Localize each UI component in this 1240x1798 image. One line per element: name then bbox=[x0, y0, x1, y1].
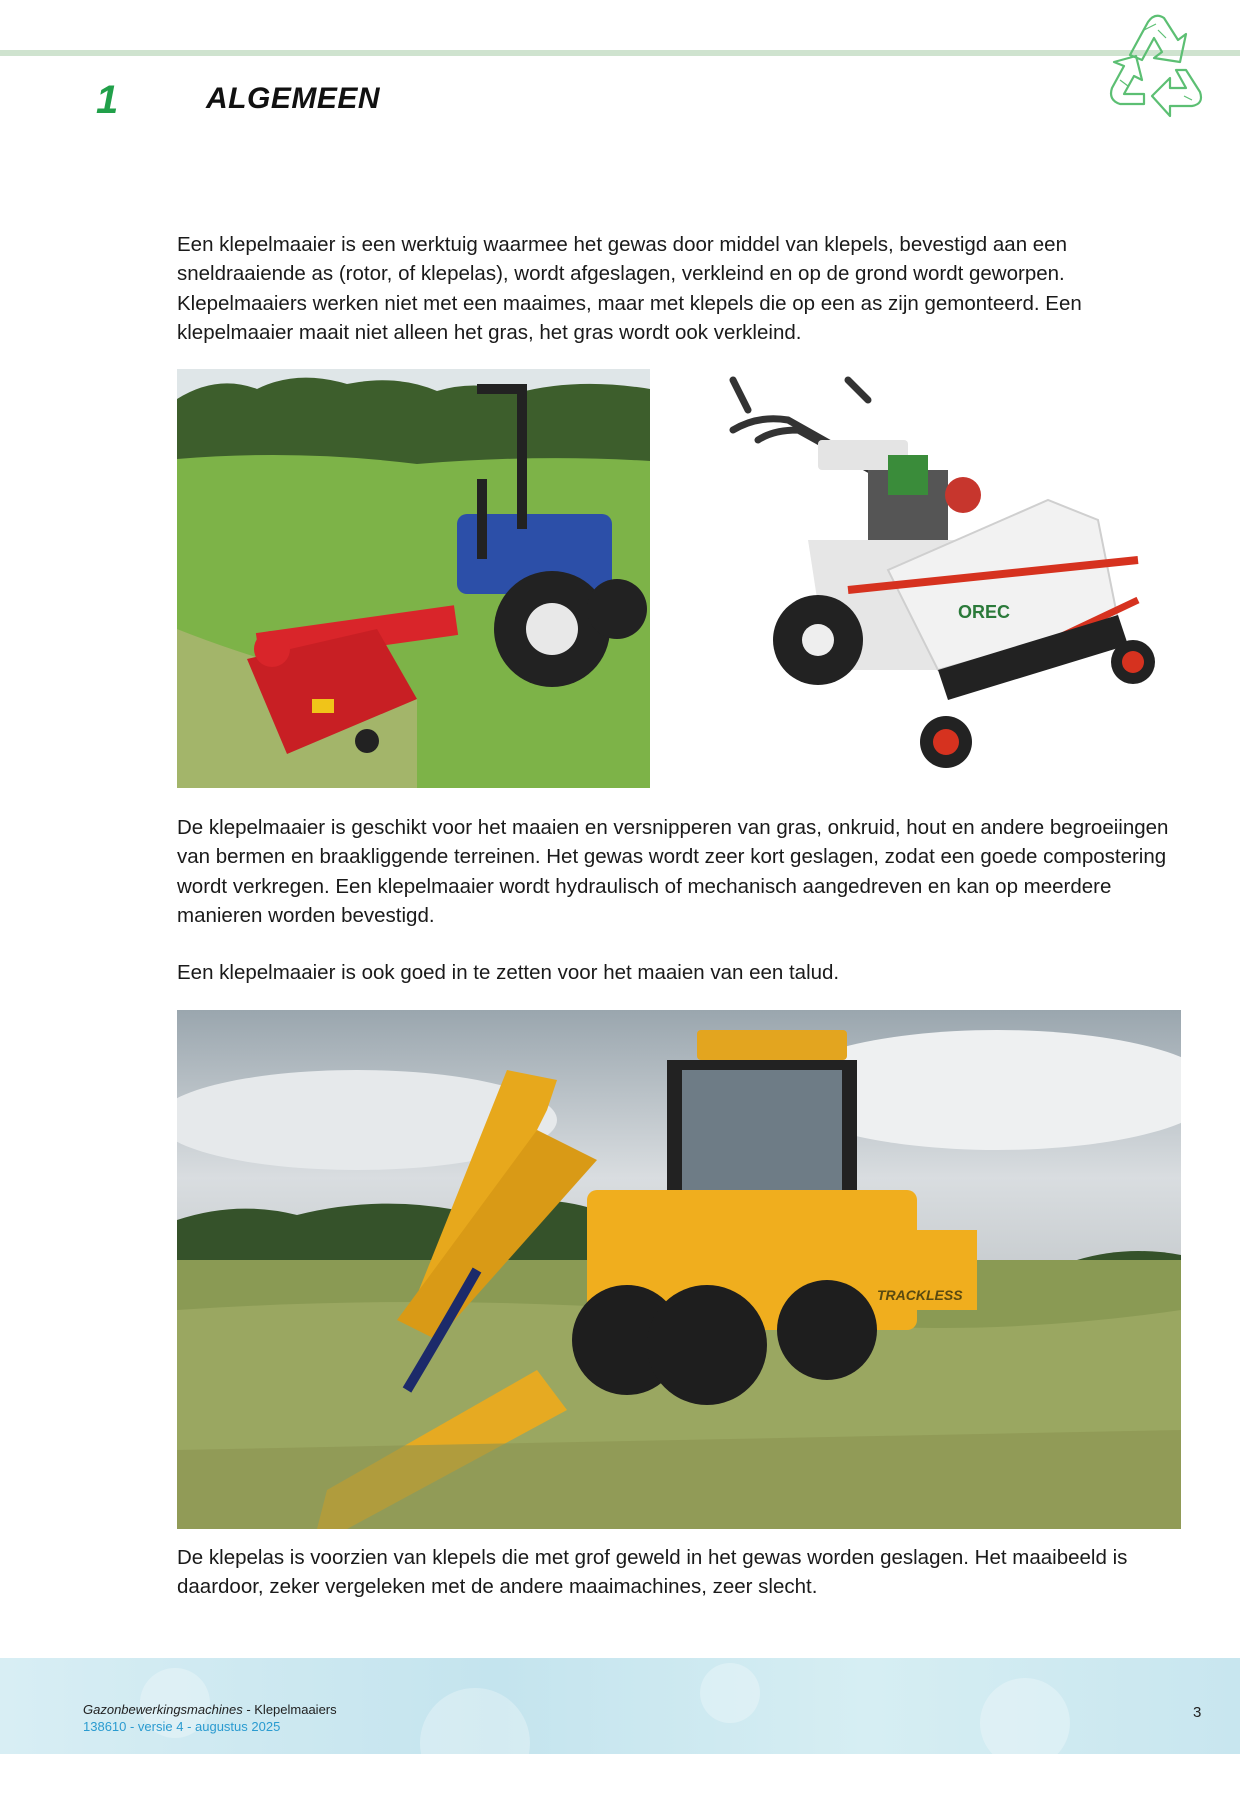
footer-title-sub: - Klepelmaaiers bbox=[242, 1702, 337, 1717]
trackless-label: TRACKLESS bbox=[877, 1287, 963, 1303]
chapter-number: 1 bbox=[96, 78, 119, 122]
paragraph-intro: Een klepelmaaier is een werktuig waarmee het gewas door middel van klepels, bevestigd aan een sneldraaiende as (rotor, of klepelas), wordt afgeslagen, verkleind en op de grond wordt geworpen. Klepelmaaiers werken niet met een maaimes, maar met klepels die op een as zijn gemonteerd. Een klepelmaaier maait niet alleen het gras, het gras wordt ook verkleind. bbox=[177, 233, 1082, 344]
footer-doc-code: 138610 - versie 4 - augustus 2025 bbox=[83, 1719, 281, 1734]
recycle-icon bbox=[1100, 0, 1220, 118]
page-number: 3 bbox=[1193, 1704, 1202, 1721]
footer-doc-title bbox=[83, 1702, 337, 1717]
orec-label: OREC bbox=[958, 602, 1011, 622]
paragraph-usage: De klepelmaaier is geschikt voor het maaien en versnipperen van gras, onkruid, hout en andere begroeiingen van bermen en braakliggende terreinen. Het gewas wordt zeer kort geslagen, zodat een goede compostering wordt verkregen. Een klepelmaaier wordt hydraulisch of mechanisch aangedreven en kan op meerdere manieren worden bevestigd. bbox=[177, 816, 1169, 927]
header-rule bbox=[0, 50, 1240, 56]
boom-flail-mower-photo bbox=[177, 1010, 1181, 1529]
footer-title-main: Gazonbewerkingsmachines bbox=[83, 1702, 243, 1717]
tractor-flail-mower-photo bbox=[177, 369, 650, 788]
paragraph-flail-shaft: De klepelas is voorzien van klepels die met grof geweld in het gewas worden geslagen. Het maaibeeld is daardoor, zeker vergeleken met de andere maaimachines, zeer slecht. bbox=[177, 1546, 1128, 1599]
walk-behind-flail-mower-photo bbox=[718, 370, 1170, 780]
paragraph-slope: Een klepelmaaier is ook goed in te zetten voor het maaien van een talud. bbox=[177, 961, 840, 984]
chapter-title: ALGEMEEN bbox=[206, 82, 381, 115]
